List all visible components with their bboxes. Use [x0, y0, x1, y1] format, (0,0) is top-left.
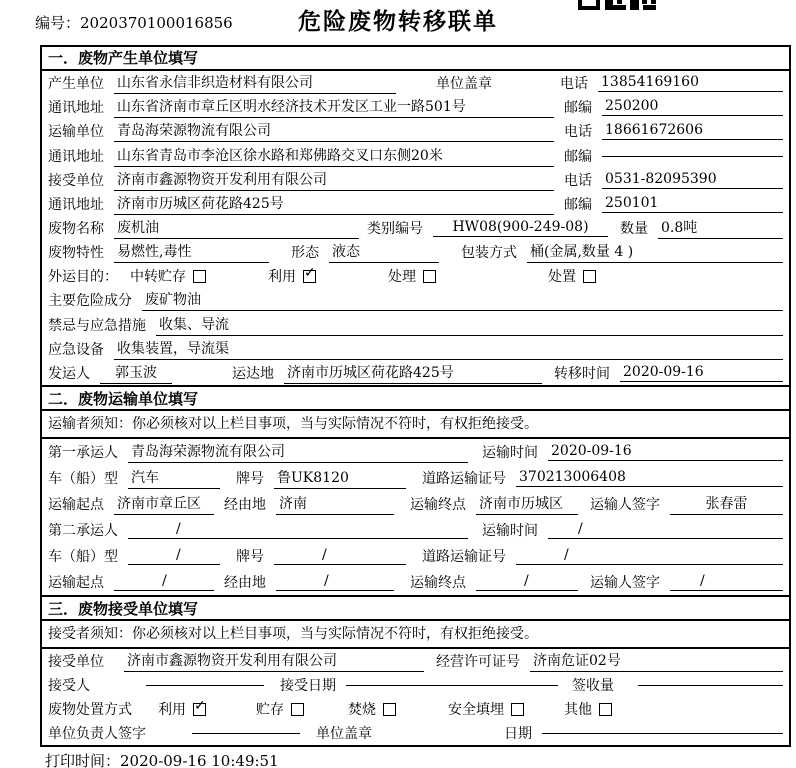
waste-property-value: 易燃性,毒性 — [114, 241, 269, 263]
plate1-label: 牌号 — [236, 471, 264, 487]
route2-row — [42, 569, 789, 595]
transporter-zip-label: 邮编 — [564, 148, 592, 165]
license-label: 经营许可证号 — [436, 654, 520, 670]
carrier-sign2-value: / — [670, 573, 783, 591]
producer-zip-value: 250200 — [602, 98, 783, 116]
doc-number-label: 编号： — [35, 14, 81, 32]
transporter-address-value: 山东省青岛市李沧区徐水路和郑佛路交叉口东侧20米 — [114, 145, 554, 167]
second-carrier-row — [42, 517, 789, 543]
disposal-other-checkbox — [599, 703, 612, 716]
via1-value: 济南 — [276, 493, 394, 515]
origin2-value: / — [114, 573, 214, 591]
dispose-checkbox — [583, 270, 596, 283]
transport-time1-label: 运输时间 — [482, 445, 538, 461]
receiver-row — [42, 168, 789, 192]
producer-tel-label: 电话 — [560, 76, 588, 93]
via2-label: 经由地 — [224, 575, 266, 591]
emergency-equipment-value: 收集装置，导流渠 — [114, 338, 783, 360]
producer-address-value: 山东省济南市章丘区明水经济技术开发区工业一路501号 — [114, 96, 554, 118]
dispatcher-label: 发运人 — [48, 365, 90, 382]
carrier-sign2-label: 运输人签字 — [590, 575, 660, 591]
print-time — [45, 750, 279, 768]
waste-name-label: 废物名称 — [48, 221, 104, 238]
road-permit2-value: / — [516, 547, 783, 565]
first-carrier-label: 第一承运人 — [48, 445, 118, 461]
waste-property-row — [42, 240, 789, 264]
second-carrier-label: 第二承运人 — [48, 523, 118, 539]
manifest-form — [40, 45, 791, 747]
section3-title: 三．废物接受单位填写 — [42, 595, 789, 621]
page-title: 危险废物转移联单 — [298, 9, 498, 35]
purpose-option-transfer — [130, 266, 206, 286]
quantity-value: 0.8吨 — [658, 217, 783, 239]
transporter-zip-value — [602, 155, 783, 157]
accept-date-value — [346, 684, 558, 686]
hazard-component-value: 废矿物油 — [142, 289, 783, 311]
destination-value: 济南市历城区荷花路425号 — [284, 362, 542, 384]
purpose-option-treat — [388, 266, 436, 286]
utilize-checkmark: ✓ — [304, 264, 316, 281]
print-time-label: 打印时间： — [45, 752, 121, 768]
accept-unit-value: 济南市鑫源物资开发利用有限公司 — [124, 650, 424, 672]
print-time-value: 2020-09-16 10:49:51 — [120, 752, 279, 768]
sign-date-label: 日期 — [504, 726, 532, 742]
license-value: 济南危证02号 — [530, 650, 783, 672]
treat-checkbox — [423, 270, 436, 283]
transport-time2-label: 运输时间 — [482, 523, 538, 539]
qr-code-fragment — [578, 0, 656, 10]
transporter-notice: 运输者须知：你必须核对以上栏目事项，当与实际情况不符时，有权拒绝接受。 — [42, 411, 789, 439]
transport-time1-value: 2020-09-16 — [548, 443, 783, 461]
vehicle-type1-value: 汽车 — [128, 467, 220, 489]
waste-name-value: 废机油 — [114, 217, 359, 239]
treat-label: 处理 — [388, 269, 416, 286]
unit-seal-label: 单位盖章 — [436, 76, 492, 93]
acceptor-label: 接受人 — [48, 678, 90, 694]
disposal-option-other — [564, 699, 612, 719]
disposal-store-label: 贮存 — [256, 702, 284, 718]
transporter-row — [42, 119, 789, 143]
route1-row — [42, 491, 789, 517]
receiver-label: 接受单位 — [48, 172, 104, 189]
disposal-utilize-checkbox-checked — [193, 697, 206, 716]
vehicle2-row — [42, 543, 789, 569]
hazard-component-label: 主要危险成分 — [48, 293, 132, 310]
disposal-incinerate-checkbox — [383, 703, 396, 716]
hazard-component-row — [42, 288, 789, 312]
receiver-notice: 接受者须知：你必须核对以上栏目事项，当与实际情况不符时，有权拒绝接受。 — [42, 621, 789, 649]
waste-name-row — [42, 216, 789, 240]
emergency-equipment-label: 应急设备 — [48, 341, 104, 358]
disposal-landfill-label: 安全填埋 — [448, 702, 504, 718]
transfer-time-label: 转移时间 — [554, 365, 610, 382]
taboo-measures-row — [42, 313, 789, 337]
acceptor-row — [42, 673, 789, 697]
plate2-value: / — [274, 547, 406, 565]
form-value: 液态 — [329, 241, 439, 263]
disposal-other-label: 其他 — [564, 702, 592, 718]
vehicle-type1-label: 车（船）型 — [48, 471, 118, 487]
vehicle-type2-label: 车（船）型 — [48, 549, 118, 565]
purpose-row — [42, 264, 789, 288]
producer-address-label: 通讯地址 — [48, 100, 104, 117]
accept-date-label: 接受日期 — [280, 678, 336, 694]
purpose-option-utilize — [268, 266, 316, 286]
accept-unit-row — [42, 649, 789, 673]
taboo-measures-label: 禁忌与应急措施 — [48, 317, 146, 334]
disposal-utilize-checkmark: ✓ — [194, 697, 206, 714]
doc-number-value: 2020370100016856 — [80, 14, 233, 32]
road-permit2-label: 道路运输证号 — [422, 549, 506, 565]
transport-time2-value: / — [548, 521, 783, 539]
road-permit1-value: 370213006408 — [516, 469, 783, 487]
producer-label: 产生单位 — [48, 76, 104, 93]
section1-title: 一．废物产生单位填写 — [42, 47, 789, 71]
receipt-quantity-label: 签收量 — [572, 678, 614, 694]
receiver-tel-value: 0531-82095390 — [602, 171, 783, 189]
receiver-address-label: 通讯地址 — [48, 196, 104, 213]
origin1-label: 运输起点 — [48, 497, 104, 513]
transfer-storage-label: 中转贮存 — [130, 269, 186, 286]
waste-property-label: 废物特性 — [48, 245, 104, 262]
producer-tel-value: 13854169160 — [598, 74, 783, 92]
category-code-value: HW08(900-249-08) — [433, 219, 608, 237]
via2-value: / — [276, 573, 394, 591]
producer-address-row — [42, 95, 789, 119]
form-label: 形态 — [291, 245, 319, 262]
unit-seal2-label: 单位盖章 — [316, 726, 372, 742]
emergency-equipment-row — [42, 337, 789, 361]
receiver-value: 济南市鑫源物资开发利用有限公司 — [114, 169, 554, 191]
origin2-label: 运输起点 — [48, 575, 104, 591]
quantity-label: 数量 — [620, 221, 648, 238]
dispose-label: 处置 — [548, 269, 576, 286]
disposal-method-row — [42, 697, 789, 721]
plate2-label: 牌号 — [236, 549, 264, 565]
disposal-method-label: 废物处置方式 — [48, 702, 132, 718]
accept-unit-label: 接受单位 — [48, 654, 104, 670]
receiver-address-row — [42, 192, 789, 216]
receipt-quantity-value — [638, 684, 783, 686]
packaging-label: 包装方式 — [461, 245, 517, 262]
dispatcher-row — [42, 361, 789, 385]
purpose-label: 外运目的： — [48, 269, 118, 286]
producer-zip-label: 邮编 — [564, 100, 592, 117]
section2-body — [42, 439, 789, 595]
endpoint2-value: / — [476, 573, 578, 591]
plate1-value: 鲁UK8120 — [274, 467, 406, 489]
section1-body — [42, 71, 789, 385]
destination-label: 运达地 — [232, 365, 274, 382]
transporter-address-row — [42, 143, 789, 167]
utilize-label: 利用 — [268, 269, 296, 286]
transporter-tel-value: 18661672606 — [602, 122, 783, 140]
disposal-store-checkbox — [291, 703, 304, 716]
receiver-zip-value: 250101 — [602, 195, 783, 213]
acceptor-value — [146, 684, 264, 686]
origin1-value: 济南市章丘区 — [114, 493, 214, 515]
producer-row — [42, 71, 789, 95]
disposal-utilize-label: 利用 — [158, 702, 186, 718]
vehicle-type2-value: / — [128, 547, 220, 565]
carrier-sign1-label: 运输人签字 — [590, 497, 660, 513]
endpoint1-label: 运输终点 — [410, 497, 466, 513]
via1-label: 经由地 — [224, 497, 266, 513]
responsible-sign-label: 单位负责人签字 — [48, 726, 146, 742]
transporter-label: 运输单位 — [48, 124, 104, 141]
second-carrier-value: / — [128, 521, 468, 539]
transporter-value: 青岛海荣源物流有限公司 — [114, 120, 554, 142]
transporter-tel-label: 电话 — [564, 124, 592, 141]
first-carrier-row — [42, 439, 789, 465]
disposal-option-incinerate — [348, 699, 396, 719]
receiver-address-value: 济南市历城区荷花路425号 — [114, 193, 554, 215]
utilize-checkbox-checked — [303, 264, 316, 283]
transporter-address-label: 通讯地址 — [48, 148, 104, 165]
section3-body — [42, 649, 789, 745]
transfer-storage-checkbox — [193, 270, 206, 283]
responsible-sign-row — [42, 721, 789, 745]
receiver-tel-label: 电话 — [564, 172, 592, 189]
sign-date-value — [542, 732, 783, 734]
disposal-option-landfill — [448, 699, 524, 719]
disposal-option-store — [256, 699, 304, 719]
transfer-time-value: 2020-09-16 — [620, 364, 783, 382]
carrier-sign1-value: 张春雷 — [670, 493, 783, 515]
road-permit1-label: 道路运输证号 — [422, 471, 506, 487]
disposal-incinerate-label: 焚烧 — [348, 702, 376, 718]
vehicle1-row — [42, 465, 789, 491]
responsible-sign-value — [192, 732, 300, 734]
dispatcher-value: 郭玉波 — [100, 362, 172, 384]
packaging-value: 桶(金属,数量 4 ) — [527, 241, 783, 263]
first-carrier-value: 青岛海荣源物流有限公司 — [128, 441, 468, 463]
receiver-zip-label: 邮编 — [564, 196, 592, 213]
disposal-landfill-checkbox — [511, 703, 524, 716]
producer-value: 山东省永信非织造材料有限公司 — [114, 72, 396, 94]
category-code-label: 类别编号 — [367, 221, 423, 238]
purpose-option-dispose — [548, 266, 596, 286]
disposal-option-utilize — [158, 699, 206, 719]
endpoint1-value: 济南市历城区 — [476, 493, 578, 515]
endpoint2-label: 运输终点 — [410, 575, 466, 591]
section2-title: 二．废物运输单位填写 — [42, 385, 789, 411]
taboo-measures-value: 收集、导流 — [156, 314, 783, 336]
